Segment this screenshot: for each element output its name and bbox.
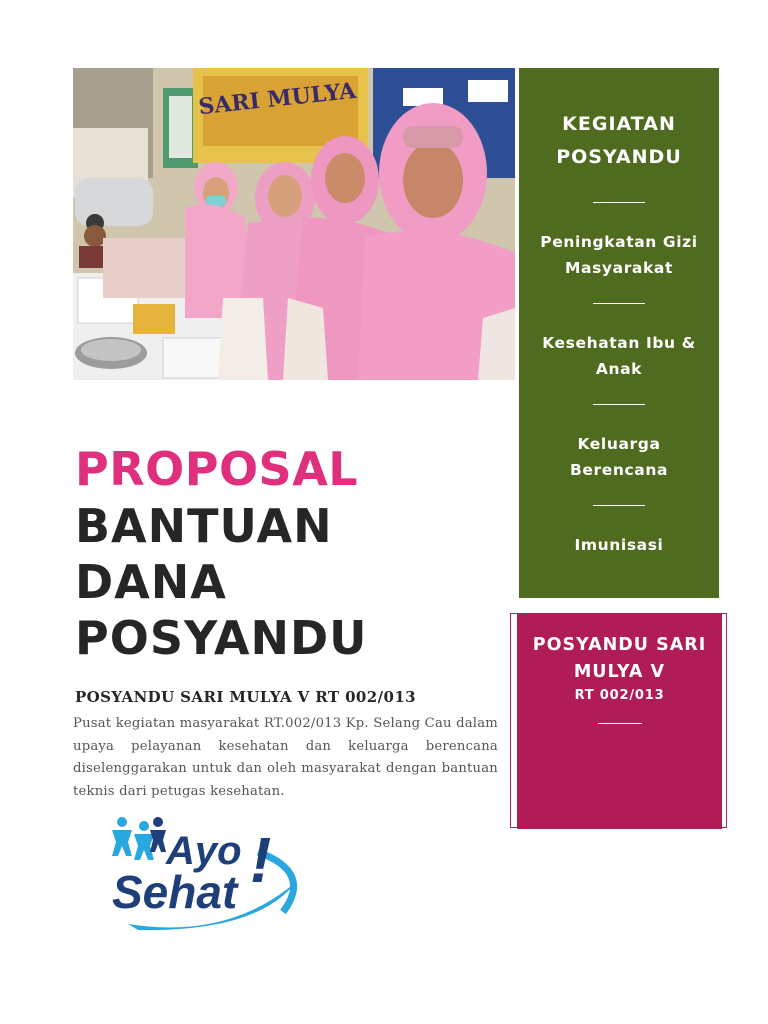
posyandu-name: POSYANDU SARI MULYA V (532, 635, 707, 682)
kegiatan-title: KEGIATAN POSYANDU (556, 113, 682, 168)
ayo-sehat-logo (108, 812, 308, 937)
posyandu-subtitle: POSYANDU SARI MULYA V RT 002/013 (75, 688, 416, 706)
divider (593, 303, 645, 304)
cover-photo (73, 68, 515, 380)
title-line-1: BANTUAN (75, 499, 333, 553)
title-line-3: POSYANDU (75, 611, 368, 665)
kegiatan-item-kb: Keluarga Berencana (569, 435, 669, 479)
kegiatan-item-gizi: Peningkatan Gizi Masyarakat (540, 233, 698, 277)
divider (593, 404, 645, 405)
logo-text-sehat: Sehat (112, 866, 238, 918)
divider (593, 505, 645, 506)
logo-text-ayo: Ayo (166, 829, 242, 873)
page-title (75, 440, 495, 666)
kegiatan-item-imunisasi: Imunisasi (574, 536, 664, 554)
divider (598, 723, 642, 724)
people-icon (112, 817, 154, 860)
divider (593, 202, 645, 203)
description-paragraph: Pusat kegiatan masyarakat RT.002/013 Kp. Selang Cau dalam upaya pelayanan kesehatan dan keluarga berencana diselenggarakan untuk dan oleh masyarakat dengan bantuan teknis dari petugas kesehatan. (73, 716, 498, 800)
banner-text: SARI MULYA (197, 77, 358, 121)
posyandu-rt: RT 002/013 (574, 688, 665, 703)
posyandu-info-panel (517, 613, 722, 829)
title-proposal: PROPOSAL (75, 442, 359, 496)
title-line-2: DANA (75, 555, 227, 609)
kegiatan-panel (519, 68, 719, 598)
kegiatan-item-ibu-anak: Kesehatan Ibu & Anak (542, 334, 696, 378)
logo-exclamation: ! (250, 824, 272, 896)
